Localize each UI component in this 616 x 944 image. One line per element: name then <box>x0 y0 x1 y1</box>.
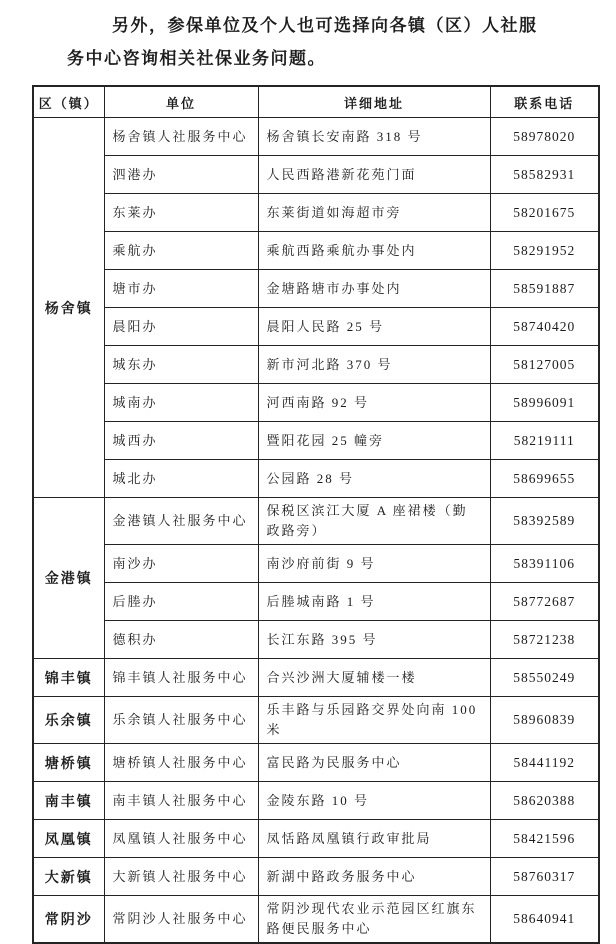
unit-cell: 晨阳办 <box>104 308 258 346</box>
address-cell: 富民路为民服务中心 <box>258 744 490 782</box>
address-cell: 南沙府前街 9 号 <box>258 545 490 583</box>
district-cell: 乐余镇 <box>33 697 104 744</box>
district-cell: 锦丰镇 <box>33 659 104 697</box>
header-cell-unit: 单位 <box>104 86 258 118</box>
table-row <box>33 460 599 498</box>
unit-cell: 锦丰镇人社服务中心 <box>104 659 258 697</box>
header-cell-address: 详细地址 <box>258 86 490 118</box>
address-cell: 金塘路塘市办事处内 <box>258 270 490 308</box>
unit-cell: 乐余镇人社服务中心 <box>104 697 258 744</box>
table-row <box>33 621 599 659</box>
address-cell: 晨阳人民路 25 号 <box>258 308 490 346</box>
table-row <box>33 346 599 384</box>
unit-cell: 南丰镇人社服务中心 <box>104 782 258 820</box>
unit-cell: 城北办 <box>104 460 258 498</box>
phone-cell: 58127005 <box>490 346 599 384</box>
address-cell: 常阴沙现代农业示范园区红旗东路便民服务中心 <box>258 896 490 944</box>
table-header-row <box>33 86 599 118</box>
address-cell: 合兴沙洲大厦辅楼一楼 <box>258 659 490 697</box>
table-row <box>33 545 599 583</box>
phone-cell: 58772687 <box>490 583 599 621</box>
address-cell: 长江东路 395 号 <box>258 621 490 659</box>
phone-cell: 58721238 <box>490 621 599 659</box>
phone-cell: 58960839 <box>490 697 599 744</box>
unit-cell: 凤凰镇人社服务中心 <box>104 820 258 858</box>
unit-cell: 金港镇人社服务中心 <box>104 498 258 545</box>
phone-cell: 58740420 <box>490 308 599 346</box>
table-body <box>33 118 599 944</box>
address-cell: 河西南路 92 号 <box>258 384 490 422</box>
address-cell: 保税区滨江大厦 A 座裙楼（勤政路旁） <box>258 498 490 545</box>
phone-cell: 58620388 <box>490 782 599 820</box>
phone-cell: 58996091 <box>490 384 599 422</box>
address-cell: 杨舍镇长安南路 318 号 <box>258 118 490 156</box>
unit-cell: 后塍办 <box>104 583 258 621</box>
unit-cell: 大新镇人社服务中心 <box>104 858 258 896</box>
address-cell: 人民西路港新花苑门面 <box>258 156 490 194</box>
district-cell: 常阴沙 <box>33 896 104 944</box>
phone-cell: 58421596 <box>490 820 599 858</box>
service-centers-table <box>32 85 600 944</box>
table-row <box>33 308 599 346</box>
district-cell: 金港镇 <box>33 498 104 659</box>
table-row <box>33 697 599 744</box>
unit-cell: 城南办 <box>104 384 258 422</box>
phone-cell: 58978020 <box>490 118 599 156</box>
unit-cell: 德积办 <box>104 621 258 659</box>
address-cell: 凤恬路凤凰镇行政审批局 <box>258 820 490 858</box>
district-cell: 凤凰镇 <box>33 820 104 858</box>
intro-paragraph <box>0 0 616 70</box>
address-cell: 东莱街道如海超市旁 <box>258 194 490 232</box>
phone-cell: 58219111 <box>490 422 599 460</box>
intro-line-1: 另外，参保单位及个人也可选择向各镇（区）人社服 <box>112 16 538 35</box>
unit-cell: 塘桥镇人社服务中心 <box>104 744 258 782</box>
phone-cell: 58760317 <box>490 858 599 896</box>
phone-cell: 58201675 <box>490 194 599 232</box>
unit-cell: 城西办 <box>104 422 258 460</box>
unit-cell: 东莱办 <box>104 194 258 232</box>
table-row <box>33 820 599 858</box>
header-cell-district: 区（镇） <box>33 86 104 118</box>
unit-cell: 常阴沙人社服务中心 <box>104 896 258 944</box>
address-cell: 乘航西路乘航办事处内 <box>258 232 490 270</box>
table-row <box>33 422 599 460</box>
phone-cell: 58640941 <box>490 896 599 944</box>
phone-cell: 58392589 <box>490 498 599 545</box>
address-cell: 新市河北路 370 号 <box>258 346 490 384</box>
intro-line-2: 务中心咨询相关社保业务问题。 <box>67 49 326 68</box>
phone-cell: 58550249 <box>490 659 599 697</box>
table-row <box>33 156 599 194</box>
phone-cell: 58591887 <box>490 270 599 308</box>
table-row <box>33 270 599 308</box>
table-row <box>33 232 599 270</box>
table-row <box>33 782 599 820</box>
table-row <box>33 194 599 232</box>
unit-cell: 塘市办 <box>104 270 258 308</box>
unit-cell: 乘航办 <box>104 232 258 270</box>
unit-cell: 泗港办 <box>104 156 258 194</box>
district-cell: 杨舍镇 <box>33 118 104 498</box>
table-row <box>33 498 599 545</box>
phone-cell: 58291952 <box>490 232 599 270</box>
unit-cell: 城东办 <box>104 346 258 384</box>
district-cell: 南丰镇 <box>33 782 104 820</box>
unit-cell: 南沙办 <box>104 545 258 583</box>
district-cell: 大新镇 <box>33 858 104 896</box>
phone-cell: 58582931 <box>490 156 599 194</box>
table-row <box>33 744 599 782</box>
address-cell: 暨阳花园 25 幢旁 <box>258 422 490 460</box>
unit-cell: 杨舍镇人社服务中心 <box>104 118 258 156</box>
address-cell: 后塍城南路 1 号 <box>258 583 490 621</box>
phone-cell: 58441192 <box>490 744 599 782</box>
address-cell: 新湖中路政务服务中心 <box>258 858 490 896</box>
table-row <box>33 858 599 896</box>
district-cell: 塘桥镇 <box>33 744 104 782</box>
table-row <box>33 659 599 697</box>
table-row <box>33 118 599 156</box>
address-cell: 公园路 28 号 <box>258 460 490 498</box>
phone-cell: 58391106 <box>490 545 599 583</box>
phone-cell: 58699655 <box>490 460 599 498</box>
address-cell: 金陵东路 10 号 <box>258 782 490 820</box>
table-row <box>33 384 599 422</box>
table-row <box>33 896 599 944</box>
header-cell-phone: 联系电话 <box>490 86 599 118</box>
table-row <box>33 583 599 621</box>
address-cell: 乐丰路与乐园路交界处向南 100 米 <box>258 697 490 744</box>
